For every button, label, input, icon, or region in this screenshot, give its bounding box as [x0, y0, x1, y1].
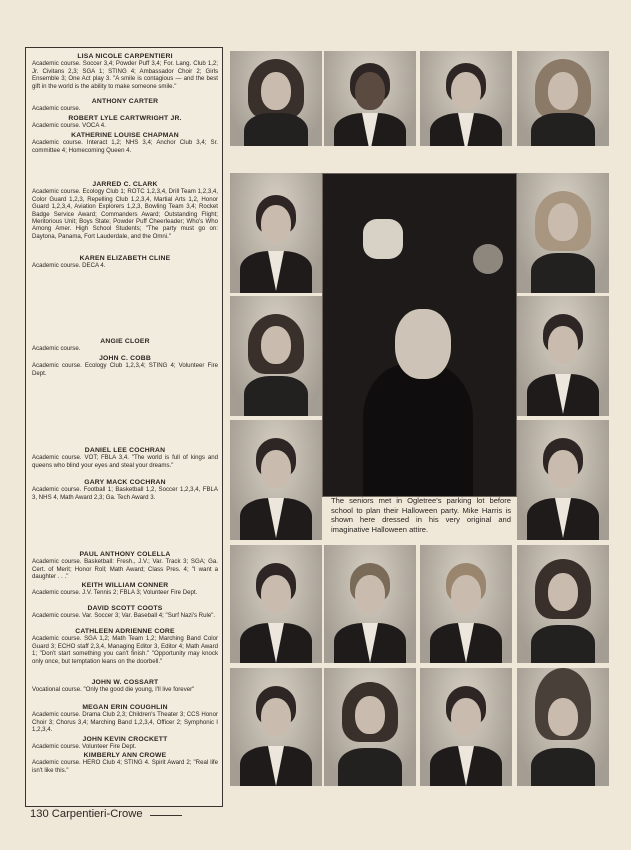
portrait-cobb: [517, 296, 609, 416]
entry-cline: [32, 255, 218, 270]
entry-name: JARRED C. CLARK: [92, 181, 158, 188]
entry-activities: Academic course. DECA 4.: [32, 262, 106, 270]
entry-name: KAREN ELIZABETH CLINE: [79, 255, 171, 262]
portrait-chapman: [517, 51, 609, 146]
entry-activities: Academic course. Basketball: Fresh., J.V.; Var. Track 3; SGA; Ga. Cert. of Merit; Honor Roll; Math Award; Class Pres. 4; "I want a daughter . . .": [32, 558, 218, 581]
entry-name: KIMBERLY ANN CROWE: [83, 752, 167, 759]
entry-activities: Academic course. Soccer 3,4; Powder Puff 3,4; For. Lang. Club 1,2; Jr. Civitans 2,3; SGA 1; STING 4; Ambassador Choir 2; Girls Ensemble 3; One Act play 3. "A smile is contagious — and the best gift in the world is the ability to make someone smile.": [32, 60, 218, 90]
portrait-crockett: [420, 668, 512, 786]
entry-name: PAUL ANTHONY COLELLA: [79, 551, 171, 558]
entry-activities: Academic course. HERO Club 4; STING 4. Spirit Award 2; "Real life isn't like this.": [32, 759, 218, 774]
portrait-coots: [420, 545, 512, 663]
entry-activities: Academic course. Drama Club 2,3; Children's Theater 3; CCS Honor Choir 3; Chorus 3,4; Marching Band 1,2,3,4, Officer 2; Symphonic I 1,2,3,4.: [32, 711, 218, 734]
entry-chapman: [32, 132, 218, 154]
entry-name: LISA NICOLE CARPENTIERI: [77, 53, 173, 60]
portrait-core: [517, 545, 609, 663]
entry-activities: Academic course. Ecology Club 1; ROTC 1,2,3,4, Drill Team 1,2,3,4, Color Guard 1,2,3, Repelling Club 1,2,3,4, Martial Arts 1,2, Honor Guard 1,2,3,4, Aviation Explorers 1,2,3, Bowling Team 3,4; Rocket Badge Service Award; Commanders Award; Outstanding Flight; Meritorious Unit; Boys State; Powder Puff Cheerleader; Who's Who Among Amer. High School Students; "The party must go on: Daytona, Panama, Fort Lauderdale, and the Omni.": [32, 188, 218, 240]
entry-cloer: [32, 338, 218, 353]
entry-clark: [32, 181, 218, 240]
portrait-cossart: [230, 668, 322, 786]
entry-name: JOHN KEVIN CROCKETT: [82, 736, 168, 743]
portrait-cartwright: [420, 51, 512, 146]
entry-cossart: [32, 679, 218, 694]
portrait-gary-cochran: [517, 420, 609, 540]
entry-carpentieri: [32, 53, 218, 90]
entry-activities: Academic course. Var. Soccer 3; Var. Baseball 4; "Surf Nazi's Rule".: [32, 612, 216, 620]
entry-name: KATHERINE LOUISE CHAPMAN: [71, 132, 179, 139]
entry-colella: [32, 551, 218, 581]
entry-name: DAVID SCOTT COOTS: [87, 605, 163, 612]
entry-daniel-cochran: [32, 447, 218, 469]
entry-activities: Vocational course. "Only the good die young, I'll live forever": [32, 686, 195, 694]
entry-carter: [32, 98, 218, 113]
entry-name: JOHN W. COSSART: [91, 679, 159, 686]
entry-coots: [32, 605, 218, 620]
names-column: [25, 47, 223, 807]
entry-name: KEITH WILLIAM CONNER: [81, 582, 169, 589]
page-footer: 130 Carpentieri-Crowe: [30, 808, 143, 820]
portrait-cline: [517, 173, 609, 293]
portrait-colella: [230, 545, 322, 663]
entry-name: JOHN C. COBB: [99, 355, 151, 362]
entry-name: CATHLEEN ADRIENNE CORE: [75, 628, 175, 635]
entry-gary-cochran: [32, 479, 218, 501]
portrait-carpentieri: [230, 51, 322, 146]
portrait-carter: [324, 51, 416, 146]
entry-activities: Academic course.: [32, 345, 81, 353]
entry-activities: Academic course. Volunteer Fire Dept.: [32, 743, 137, 751]
entry-core: [32, 628, 218, 665]
entry-name: DANIEL LEE COCHRAN: [84, 447, 166, 454]
entry-cobb: [32, 355, 218, 377]
entry-coughlin: [32, 704, 218, 734]
portrait-cloer: [230, 296, 322, 416]
entry-cartwright: [32, 115, 218, 130]
entry-name: ANTHONY CARTER: [91, 98, 159, 105]
entry-crowe: [32, 752, 218, 774]
entry-activities: Academic course. VOCA 4.: [32, 122, 106, 130]
portrait-conner: [324, 545, 416, 663]
entry-activities: Academic course. Football 1; Basketball 1,2, Soccer 1,2,3,4, FBLA 3, NHS 4, Math Award 2,3; Ga. Tech Award 3.: [32, 486, 218, 501]
entry-activities: Academic course. J.V. Tennis 2; FBLA 3; Volunteer Fire Dept.: [32, 589, 198, 597]
entry-activities: Academic course. Ecology Club 1,2,3,4; STING 4; Volunteer Fire Dept.: [32, 362, 218, 377]
entry-conner: [32, 582, 218, 597]
portrait-coughlin: [324, 668, 416, 786]
portrait-daniel-cochran: [230, 420, 322, 540]
entry-activities: Academic course. Interact 1,2; NHS 3,4; Anchor Club 3,4; Sr. committee 4; Homecoming Queen 4.: [32, 139, 218, 154]
entry-name: ROBERT LYLE CARTWRIGHT JR.: [68, 115, 182, 122]
entry-activities: Academic course. SGA 1,2; Math Team 1,2; Marching Band Color Guard 3; ECHO staff 2,3,4, Managing Editor 3, Editor 4; Math Award 1; "Don't start something you can't finish." "Opportunity may knock only once, but temptation leans on the doorbell.": [32, 635, 218, 665]
portrait-clark: [230, 173, 322, 293]
entry-activities: Academic course.: [32, 105, 81, 113]
entry-name: ANGIE CLOER: [100, 338, 150, 345]
entry-name: MEGAN ERIN COUGHLIN: [82, 704, 168, 711]
footer-rule: [150, 815, 182, 816]
photo-caption: The seniors met in Ogletree's parking lot before school to plan their Halloween party. Mike Harris is shown here dressed in his very original and imaginative Halloween attire.: [331, 496, 511, 534]
entry-activities: Academic course. VOT; FBLA 3,4. "The world is full of kings and queens who blind your eyes and steal your dreams.": [32, 454, 218, 469]
portrait-crowe: [517, 668, 609, 786]
halloween-photo: [322, 173, 517, 497]
entry-crockett: [32, 736, 218, 751]
entry-name: GARY MACK COCHRAN: [84, 479, 166, 486]
